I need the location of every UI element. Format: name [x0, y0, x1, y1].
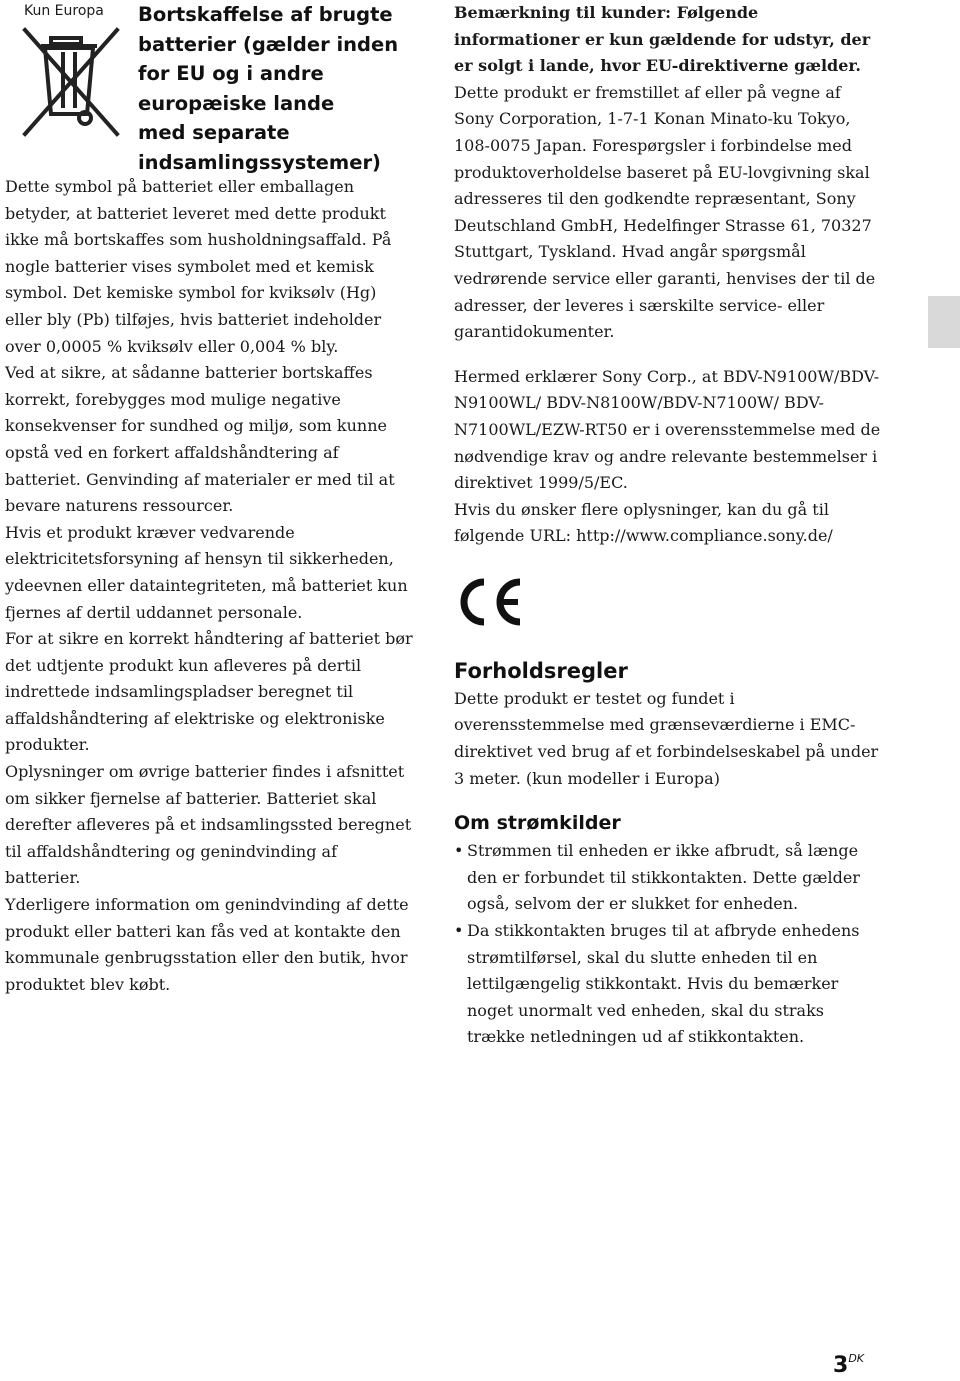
bullet-dot: • [454, 921, 464, 941]
paragraph: Ved at sikre, at sådanne batterier bortskaffes korrekt, forebygges mod mulige negative konsekvenser for sundhed og miljø, som kunne opstå ved en forkert affaldshåndtering af batteriet. Genvinding af materialer er med til at bevare naturens ressourcer. [5, 363, 395, 516]
list-item [454, 918, 884, 1051]
declaration-text: Hermed erklærer Sony Corp., at BDV-N9100W/BDV-N9100WL/ BDV-N8100W/BDV-N7100W/ BDV-N7100WL/EZW-RT50 er i overensstemmelse med de nødvendige krav og andre relevante bestemmelser i direktivet 1999/5/EC. [454, 366, 881, 493]
spacer [454, 346, 884, 364]
page-number-value: 3 [833, 1353, 849, 1378]
ce-mark-icon [454, 578, 524, 626]
paragraph: Oplysninger om øvrige batterier findes i afsnittet om sikker fjernelse af batterier. Batteriet skal derefter afleveres på et indsamlingssted beregnet til affaldshåndtering og genindvinding af batterier. [5, 762, 412, 888]
paragraph: For at sikre en korrekt håndtering af batteriet bør det udtjente produkt kun afleveres på dertil indrettede indsamlingspladser beregnet til affaldshåndtering af elektriske og elektroniske produkter. [5, 629, 413, 755]
paragraph: Hvis et produkt kræver vedvarende elektricitetsforsyning af hensyn til sikkerheden, ydeevnen eller dataintegriteten, må batteriet kun fjernes af dertil uddannet personale. [5, 522, 408, 622]
right-column [454, 0, 884, 1051]
precautions-text: Dette produkt er testet og fundet i overensstemmelse med grænseværdierne i EMC-direktivet ved brug af et forbindelseskabel på under 3 meter. (kun modeller i Europa) [454, 688, 879, 788]
page-number [833, 1352, 864, 1378]
power-sources-heading: Om strømkilder [454, 812, 621, 835]
precautions-heading: Forholdsregler [454, 658, 628, 683]
list-item-text: Strømmen til enheden er ikke afbrudt, så længe den er forbundet til stikkontakten. Dette gælder også, selvom der er slukket for enheden. [467, 841, 860, 914]
battery-disposal-heading: Bortskaffelse af brugte batterier (gælder inden for EU og i andre europæiske lande med separate indsamlingssystemer) [138, 3, 399, 174]
eu-notice-heading: Bemærkning til kunder: Følgende informationer er kun gældende for udstyr, der er solgt i lande, hvor EU-direktiverne gælder. [454, 3, 871, 76]
page-number-suffix: DK [848, 1352, 864, 1365]
paragraph: Yderligere information om genindvinding af dette produkt eller batteri kan fås ved at kontakte den kommunale genbrugsstation eller den butik, hvor produktet blev købt. [5, 895, 409, 994]
battery-disposal-header [5, 0, 415, 172]
battery-disposal-body [5, 174, 415, 998]
eu-notice-text: Dette produkt er fremstillet af eller på vegne af Sony Corporation, 1-7-1 Konan Minato-ku Tokyo, 108-0075 Japan. Forespørgsler i forbindelse med produktoverholdelse baseret på EU-lovgivning skal adresseres til den godkendte repræsentant, Sony Deutschland GmbH, Hedelfinger Strasse 61, 70327 Stuttgart, Tyskland. Hvad angår spørgsmål vedrørende service eller garanti, henvises der til de adresser, der leveres i særskilte service- eller garantidokumenter. [454, 82, 876, 342]
power-sources-list [454, 838, 884, 1051]
region-label: Kun Europa [24, 3, 104, 19]
more-info-text: Hvis du ønsker flere oplysninger, kan du gå til følgende URL: http://www.compliance.sony.de/ [454, 499, 833, 546]
paragraph: Dette symbol på batteriet eller emballagen betyder, at batteriet leveret med dette produkt ikke må bortskaffes som husholdningsaffald. På nogle batterier vises symbolet med et kemisk symbol. Det kemiske symbol for kviksølv (Hg) eller bly (Pb) tilføjes, hvis batteriet indeholder over 0,0005 % kviksølv eller 0,004 % bly. [5, 177, 392, 356]
bullet-dot: • [454, 841, 464, 861]
list-item-text: Da stikkontakten bruges til at afbryde enhedens strømtilførsel, skal du slutte enheden til en lettilgængelig stikkontakt. Hvis du bemærker noget unormalt ved enheden, skal du straks trække netledningen ud af stikkontakten. [467, 921, 860, 1047]
crossed-out-wheelie-bin-icon [17, 22, 127, 142]
language-side-tab [928, 296, 960, 348]
list-item [454, 838, 884, 918]
